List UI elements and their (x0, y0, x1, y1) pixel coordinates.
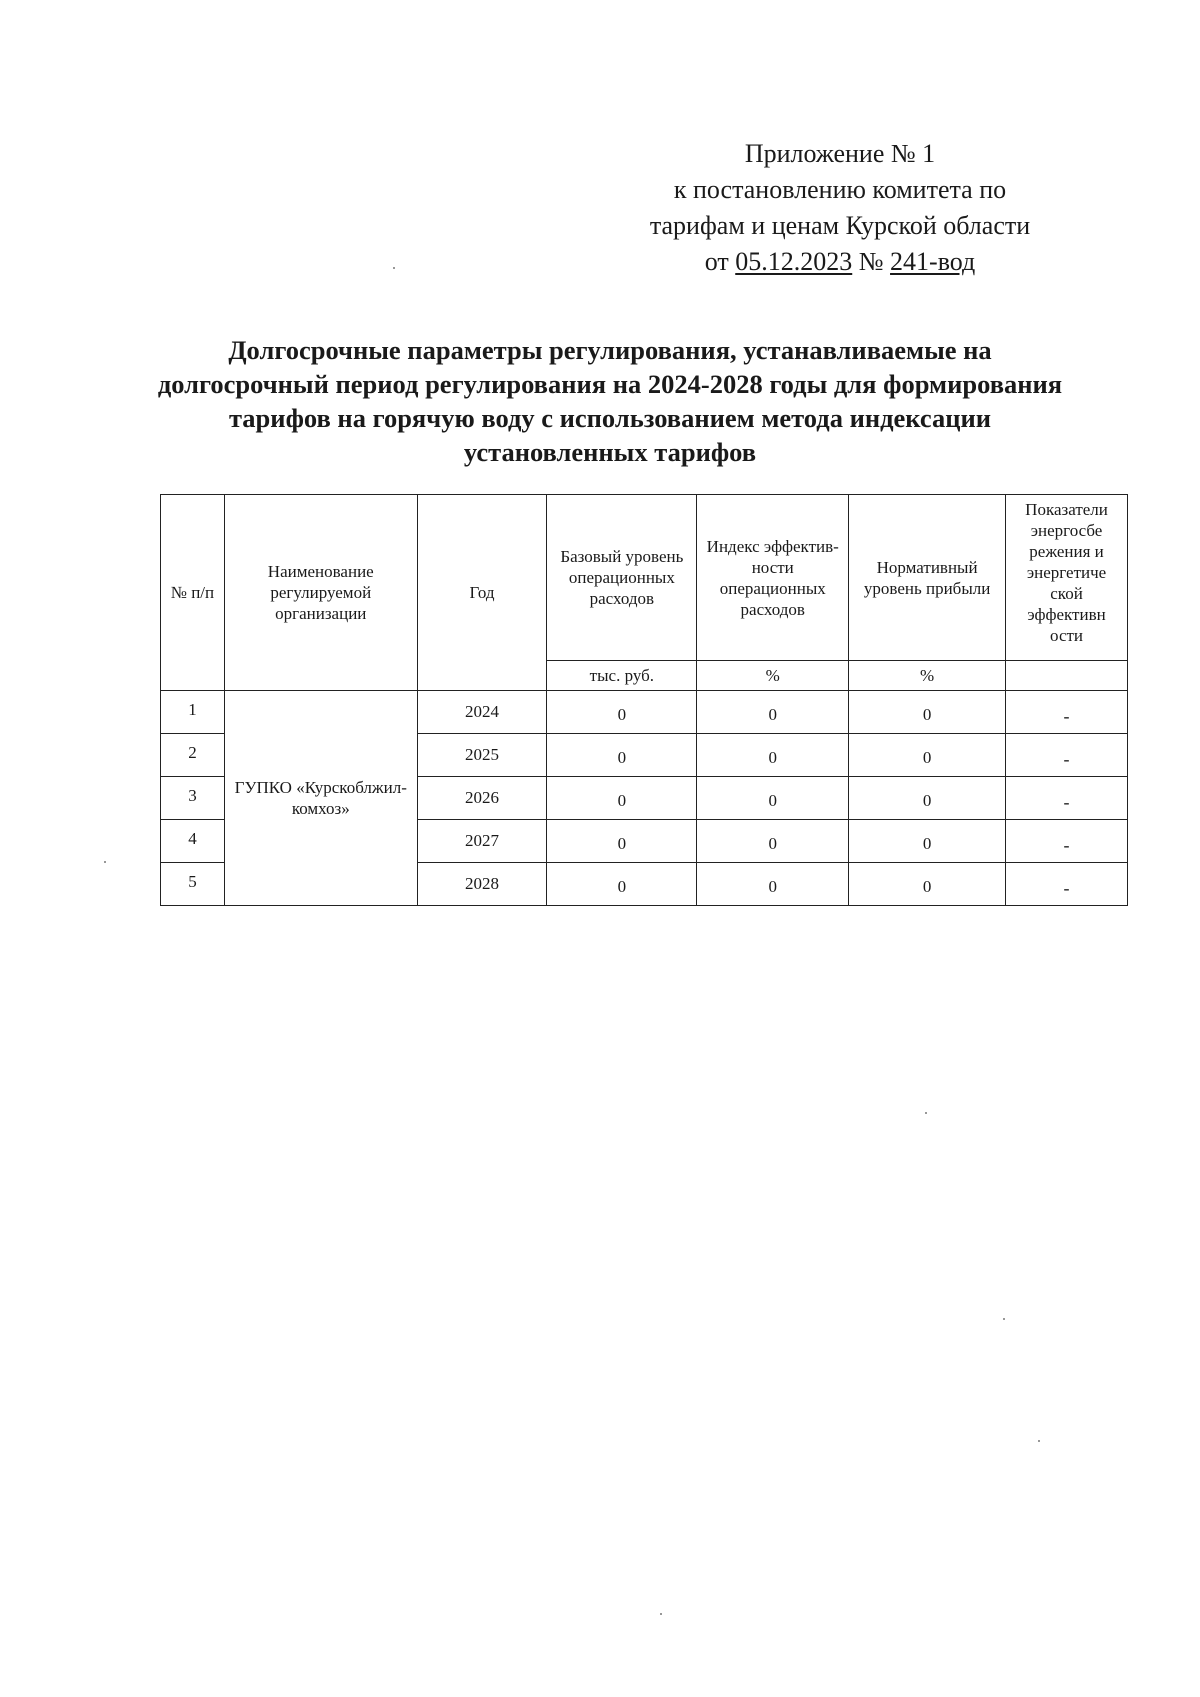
resolution-number: 241-вод (890, 247, 976, 276)
unit-profit: % (849, 661, 1006, 691)
unit-energy (1006, 661, 1128, 691)
appendix-line-3: тарифам и ценам Курской области (649, 211, 1031, 240)
row-base: 0 (547, 777, 697, 820)
row-base: 0 (547, 691, 697, 734)
row-num: 1 (161, 691, 225, 734)
row-energy: - (1006, 820, 1128, 863)
organization-name: ГУПКО «Курскоблжил-комхоз» (224, 691, 417, 906)
row-index: 0 (697, 691, 849, 734)
row-energy: - (1006, 734, 1128, 777)
row-index: 0 (697, 820, 849, 863)
header-year: Год (417, 495, 547, 691)
number-prefix: № (852, 247, 891, 276)
scan-speck (925, 1112, 927, 1114)
header-profit: Нормативный уровень прибыли (849, 495, 1006, 661)
row-base: 0 (547, 734, 697, 777)
resolution-date: 05.12.2023 (735, 247, 853, 276)
row-energy: - (1006, 691, 1128, 734)
appendix-line-2: к постановлению комитета по (673, 175, 1007, 204)
row-year: 2025 (417, 734, 547, 777)
parameters-table (160, 494, 1128, 906)
header-row (161, 495, 1128, 661)
header-num: № п/п (161, 495, 225, 691)
row-year: 2027 (417, 820, 547, 863)
row-profit: 0 (849, 820, 1006, 863)
row-index: 0 (697, 734, 849, 777)
scan-speck (1038, 1440, 1040, 1442)
scan-speck (660, 1613, 662, 1615)
document-title: Долгосрочные параметры регулирования, устанавливаемые на долгосрочный период регулирования на 2024-2028 годы для формирования тарифов на горячую воду с использованием метода индексации установленных тарифов (157, 335, 1063, 467)
appendix-line-4 (600, 244, 1080, 280)
appendix-line-1: Приложение № 1 (744, 139, 936, 168)
scan-speck (104, 861, 106, 863)
scan-speck (393, 267, 395, 269)
row-num: 4 (161, 820, 225, 863)
row-profit: 0 (849, 777, 1006, 820)
date-prefix: от (704, 247, 736, 276)
header-index: Индекс эффектив-ности операционных расходов (697, 495, 849, 661)
row-year: 2024 (417, 691, 547, 734)
row-year: 2026 (417, 777, 547, 820)
row-base: 0 (547, 863, 697, 906)
header-base: Базовый уровень операционных расходов (547, 495, 697, 661)
unit-index: % (697, 661, 849, 691)
row-num: 3 (161, 777, 225, 820)
row-year: 2028 (417, 863, 547, 906)
row-profit: 0 (849, 691, 1006, 734)
table-row (161, 691, 1128, 734)
scan-speck (1003, 1318, 1005, 1320)
row-profit: 0 (849, 734, 1006, 777)
row-index: 0 (697, 777, 849, 820)
row-num: 2 (161, 734, 225, 777)
appendix-block (600, 136, 1080, 280)
unit-base: тыс. руб. (547, 661, 697, 691)
row-base: 0 (547, 820, 697, 863)
row-energy: - (1006, 863, 1128, 906)
header-org: Наименование регулируемой организации (224, 495, 417, 691)
header-energy: Показатели энергосбе режения и энергетиче ской эффективн ости (1006, 495, 1128, 661)
row-energy: - (1006, 777, 1128, 820)
row-num: 5 (161, 863, 225, 906)
row-profit: 0 (849, 863, 1006, 906)
row-index: 0 (697, 863, 849, 906)
